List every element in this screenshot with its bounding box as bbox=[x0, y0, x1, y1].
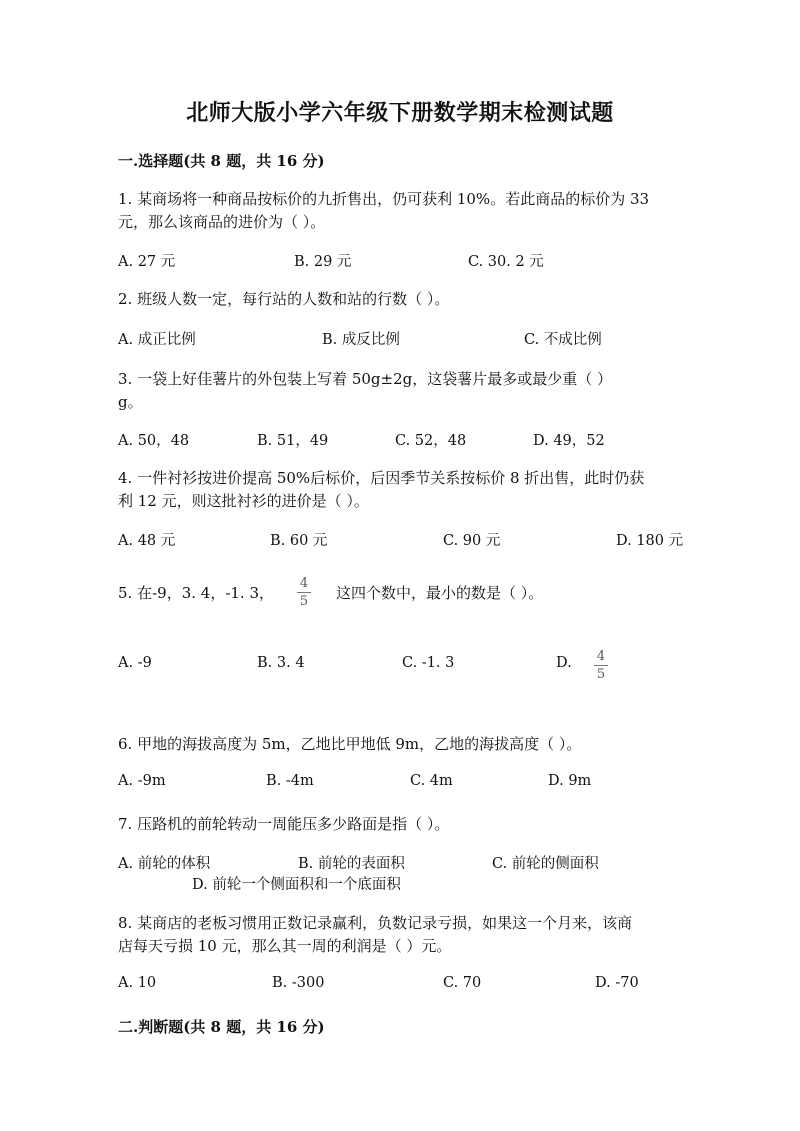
question-6-option-c: C. 4m bbox=[410, 773, 453, 789]
question-1-option-b: B. 29 元 bbox=[294, 254, 352, 270]
question-8-option-a: A. 10 bbox=[118, 975, 157, 991]
question-3-line-1: 3. 一袋上好佳薯片的外包装上写着 50g±2g，这袋薯片最多或最少重（ ） bbox=[118, 370, 613, 388]
question-1-option-c: C. 30. 2 元 bbox=[468, 254, 544, 270]
question-5-line-1: 5. 在-9，3. 4，-1. 3， bbox=[118, 584, 275, 602]
question-2-line-1: 2. 班级人数一定，每行站的人数和站的行数（ ）。 bbox=[118, 290, 450, 308]
question-1-line-1: 1. 某商场将一种商品按标价的九折售出，仍可获利 10%。若此商品的标价为 33 bbox=[118, 190, 650, 208]
question-4-line-2: 利 12 元，则这批衬衫的进价是（ ）。 bbox=[118, 492, 369, 510]
question-3-option-a: A. 50，48 bbox=[118, 433, 190, 449]
question-3-option-b: B. 51，49 bbox=[257, 433, 329, 449]
question-4-option-a: A. 48 元 bbox=[118, 533, 176, 549]
question-5-option-d-fraction bbox=[593, 649, 609, 682]
question-4-option-d: D. 180 元 bbox=[616, 533, 684, 549]
fraction-denominator: 5 bbox=[596, 667, 606, 682]
question-7-line-1: 7. 压路机的前轮转动一周能压多少路面是指（ ）。 bbox=[118, 815, 450, 833]
question-7-option-c: C. 前轮的侧面积 bbox=[492, 856, 599, 872]
question-2-option-b: B. 成反比例 bbox=[322, 332, 400, 348]
question-5-option-a: A. -9 bbox=[118, 655, 152, 671]
question-4-option-b: B. 60 元 bbox=[270, 533, 328, 549]
fraction-bar bbox=[594, 665, 608, 666]
question-5-option-c: C. -1. 3 bbox=[402, 655, 455, 671]
question-5-option-b: B. 3. 4 bbox=[257, 655, 305, 671]
question-4-option-c: C. 90 元 bbox=[443, 533, 501, 549]
question-7-option-a: A. 前轮的体积 bbox=[118, 856, 211, 872]
question-2-option-a: A. 成正比例 bbox=[118, 332, 196, 348]
fraction-numerator: 4 bbox=[596, 649, 606, 664]
question-6-line-1: 6. 甲地的海拔高度为 5m，乙地比甲地低 9m，乙地的海拔高度（ ）。 bbox=[118, 735, 582, 753]
question-3-option-c: C. 52，48 bbox=[395, 433, 467, 449]
question-8-line-2: 店每天亏损 10 元，那么其一周的利润是（ ）元。 bbox=[118, 937, 452, 955]
question-7-option-d: D. 前轮一个侧面积和一个底面积 bbox=[192, 877, 401, 893]
question-8-option-b: B. -300 bbox=[272, 975, 325, 991]
question-7-option-b: B. 前轮的表面积 bbox=[298, 856, 405, 872]
question-2-option-c: C. 不成比例 bbox=[524, 332, 602, 348]
page-title: 北师大版小学六年级下册数学期末检测试题 bbox=[186, 100, 614, 126]
section-heading-judgement: 二.判断题(共 8 题，共 16 分) bbox=[118, 1018, 325, 1036]
fraction-numerator: 4 bbox=[299, 576, 309, 591]
question-3-option-d: D. 49，52 bbox=[533, 433, 605, 449]
question-5-fraction bbox=[296, 576, 312, 609]
fraction-bar bbox=[297, 592, 311, 593]
question-5-option-d: D. bbox=[556, 655, 572, 671]
question-8-option-c: C. 70 bbox=[443, 975, 482, 991]
question-8-option-d: D. -70 bbox=[595, 975, 639, 991]
fraction-denominator: 5 bbox=[299, 594, 309, 609]
question-8-line-1: 8. 某商店的老板习惯用正数记录赢利，负数记录亏损，如果这一个月来，该商 bbox=[118, 914, 633, 932]
section-heading-choice: 一.选择题(共 8 题，共 16 分) bbox=[118, 152, 325, 170]
question-6-option-a: A. -9m bbox=[118, 773, 166, 789]
question-1-option-a: A. 27 元 bbox=[118, 254, 176, 270]
question-1-line-2: 元，那么该商品的进价为（ ）。 bbox=[118, 213, 326, 231]
question-6-option-d: D. 9m bbox=[548, 773, 592, 789]
question-3-line-2: g。 bbox=[118, 393, 143, 411]
question-5-line-2: 这四个数中，最小的数是（ ）。 bbox=[336, 584, 544, 602]
question-4-line-1: 4. 一件衬衫按进价提高 50%后标价，后因季节关系按标价 8 折出售，此时仍获 bbox=[118, 469, 645, 487]
question-6-option-b: B. -4m bbox=[266, 773, 314, 789]
